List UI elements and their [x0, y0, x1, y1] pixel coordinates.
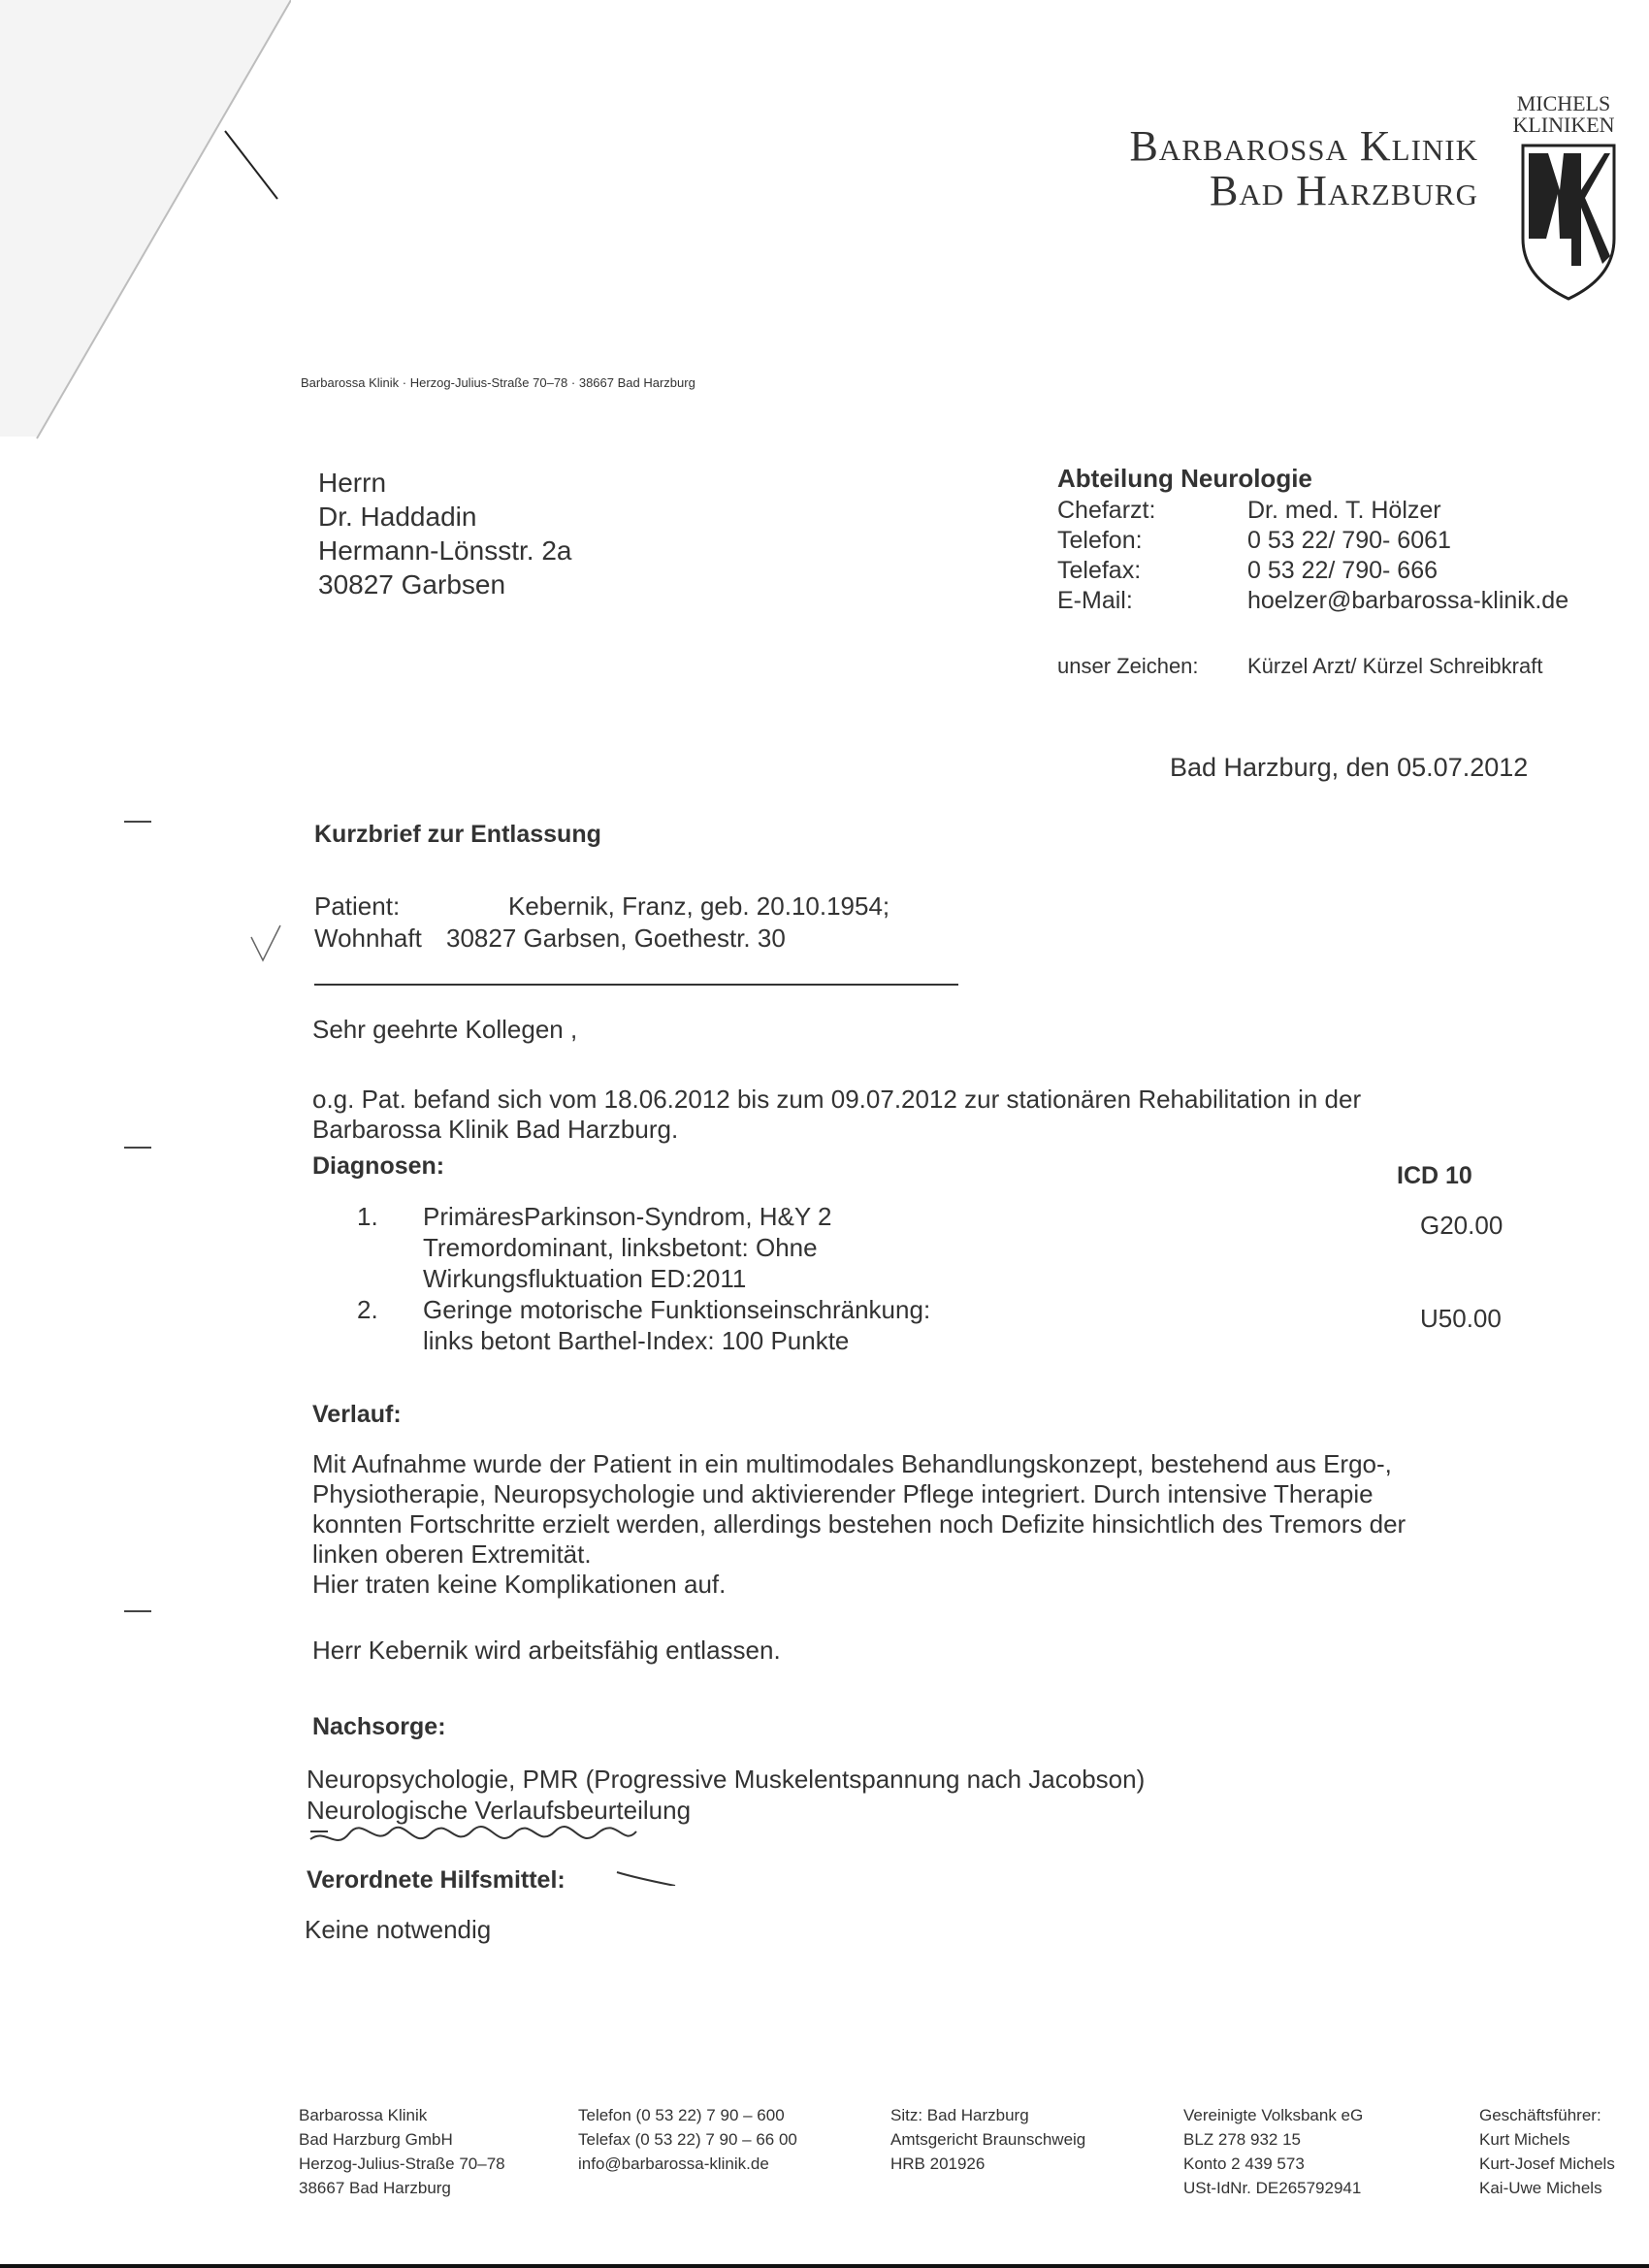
footer-line: Herzog-Julius-Straße 70–78 [299, 2155, 505, 2173]
punch-mark [124, 1147, 151, 1149]
course-line: Physiotherapie, Neuropsychologie und aktivierender Pflege integriert. Durch intensive Therapie [312, 1479, 1374, 1508]
patient-address-row [314, 923, 889, 955]
patient-address: 30827 Garbsen, Goethestr. 30 [446, 923, 786, 953]
recipient-street: Hermann-Lönsstr. 2a [318, 535, 572, 566]
letter-subject: Kurzbrief zur Entlassung [314, 821, 601, 848]
footer-line: HRB 201926 [890, 2155, 986, 2173]
course-line: linken oberen Extremität. [312, 1539, 592, 1569]
folded-page-corner [0, 0, 291, 446]
footer-line: Kai-Uwe Michels [1479, 2179, 1602, 2197]
footer-line: Konto 2 439 573 [1183, 2155, 1305, 2173]
dept-row [1057, 526, 1568, 556]
clinic-name-line1: Barbarossa Klinik [1129, 122, 1478, 170]
aids-heading: Verordnete Hilfsmittel: [307, 1866, 566, 1894]
logo-text-line1: MICHELS [1516, 91, 1611, 115]
aftercare-heading: Nachsorge: [312, 1713, 446, 1740]
dept-email: hoelzer@barbarossa-klinik.de [1247, 587, 1569, 614]
footer-line: Kurt Michels [1479, 2130, 1570, 2149]
aids-value: Keine notwendig [305, 1915, 492, 1944]
dept-label: E-Mail: [1057, 587, 1133, 614]
recipient-city: 30827 Garbsen [318, 569, 506, 599]
course-line: Mit Aufnahme wurde der Patient in ein multimodales Behandlungskonzept, bestehend aus Ergo-, [312, 1449, 1392, 1478]
patient-row [314, 891, 889, 923]
diagnosis-number: 2. [357, 1295, 378, 1324]
footer-line: BLZ 278 932 15 [1183, 2130, 1301, 2149]
course-line: konnten Fortschritte erzielt werden, allerdings bestehen noch Defizite hinsichtlich des Tremors der [312, 1509, 1406, 1539]
course-heading: Verlauf: [312, 1401, 402, 1428]
clinic-name [1129, 124, 1478, 213]
return-address: Barbarossa Klinik · Herzog-Julius-Straße 70–78 · 38667 Bad Harzburg [301, 375, 695, 390]
icd-code: G20.00 [1420, 1211, 1504, 1240]
diagnosis-line: links betont Barthel-Index: 100 Punkte [423, 1326, 850, 1355]
footer-line: Telefon (0 53 22) 7 90 – 600 [578, 2106, 785, 2124]
diagnoses-heading: Diagnosen: [312, 1152, 445, 1180]
icd-heading: ICD 10 [1397, 1162, 1472, 1189]
handwritten-check-mark-icon [247, 922, 286, 970]
footer-line: Vereinigte Volksbank eG [1183, 2106, 1364, 2124]
diagnosis-item [357, 1294, 930, 1356]
diagnosis-item [357, 1201, 831, 1294]
salutation: Sehr geehrte Kollegen , [312, 1015, 578, 1044]
recipient-address [318, 466, 571, 601]
letter-date: Bad Harzburg, den 05.07.2012 [1170, 753, 1529, 782]
patient-address-label: Wohnhaft [314, 923, 422, 953]
dept-value: Dr. med. T. Hölzer [1247, 497, 1441, 524]
footer-line: Barbarossa Klinik [299, 2106, 428, 2124]
course-line: Hier traten keine Komplikationen auf. [312, 1570, 727, 1599]
punch-mark [124, 821, 151, 823]
dept-row [1057, 586, 1568, 616]
aftercare-line: Neurologische Verlaufsbeurteilung [307, 1796, 692, 1825]
footer-company [299, 2103, 505, 2200]
footer-line: Bad Harzburg GmbH [299, 2130, 453, 2149]
diagnosis-line: Geringe motorische Funktionseinschränkung: [423, 1295, 931, 1324]
footer-line: info@barbarossa-klinik.de [578, 2155, 769, 2173]
footer-line: Sitz: Bad Harzburg [890, 2106, 1029, 2124]
scan-edge [0, 2264, 1649, 2268]
patient-name: Kebernik, Franz, geb. 20.10.1954; [508, 891, 890, 921]
intro-line: Barbarossa Klinik Bad Harzburg. [312, 1115, 679, 1144]
patient-label: Patient: [314, 891, 401, 921]
footer-bank [1183, 2103, 1363, 2200]
work-capability: Herr Kebernik wird arbeitsfähig entlassen. [312, 1636, 781, 1665]
footer-line: Kurt-Josef Michels [1479, 2155, 1615, 2173]
intro-paragraph [312, 1085, 1496, 1145]
footer-registry [890, 2103, 1085, 2176]
dept-label: Telefax: [1057, 557, 1142, 584]
footer-line: 38667 Bad Harzburg [299, 2179, 451, 2197]
michels-kliniken-shield-logo-icon [1504, 93, 1633, 307]
footer-line: Telefax (0 53 22) 7 90 – 66 00 [578, 2130, 797, 2149]
footer-management [1479, 2103, 1615, 2200]
logo-text-line2: KLINIKEN [1512, 113, 1615, 137]
clinic-name-line2: Bad Harzburg [1209, 167, 1478, 215]
footer-contact [578, 2103, 797, 2176]
patient-info [314, 891, 889, 955]
dept-row [1057, 496, 1568, 526]
punch-mark [124, 1610, 151, 1612]
reference-value: Kürzel Arzt/ Kürzel Schreibkraft [1247, 654, 1543, 678]
separator-line [314, 984, 958, 986]
reference-label: unser Zeichen: [1057, 654, 1199, 678]
diagnosis-line: Wirkungsfluktuation ED:2011 [423, 1264, 747, 1293]
diagnosis-line: Tremordominant, linksbetont: Ohne [423, 1233, 818, 1262]
reference-sign [1057, 654, 1542, 679]
course-paragraph [312, 1449, 1496, 1600]
footer-line: USt-IdNr. DE265792941 [1183, 2179, 1362, 2197]
dept-label: Chefarzt: [1057, 497, 1156, 524]
aftercare-line: Neuropsychologie, PMR (Progressive Muskelentspannung nach Jacobson) [307, 1765, 1146, 1794]
icd-code: U50.00 [1420, 1304, 1502, 1333]
department-block [1057, 464, 1568, 616]
aftercare-text [307, 1764, 1145, 1826]
department-title: Abteilung Neurologie [1057, 464, 1312, 493]
footer-line: Amtsgericht Braunschweig [890, 2130, 1086, 2149]
recipient-salutation: Herrn [318, 468, 387, 498]
recipient-name: Dr. Haddadin [318, 502, 477, 532]
dept-value: 0 53 22/ 790- 6061 [1247, 527, 1451, 554]
footer-line: Geschäftsführer: [1479, 2106, 1601, 2124]
dept-row [1057, 556, 1568, 586]
intro-line: o.g. Pat. befand sich vom 18.06.2012 bis zum 09.07.2012 zur stationären Rehabilitation in der [312, 1085, 1362, 1114]
dept-label: Telefon: [1057, 527, 1143, 554]
dept-value: 0 53 22/ 790- 666 [1247, 557, 1438, 584]
diagnosis-line: PrimäresParkinson-Syndrom, H&Y 2 [423, 1202, 832, 1231]
diagnosis-number: 1. [357, 1202, 378, 1231]
